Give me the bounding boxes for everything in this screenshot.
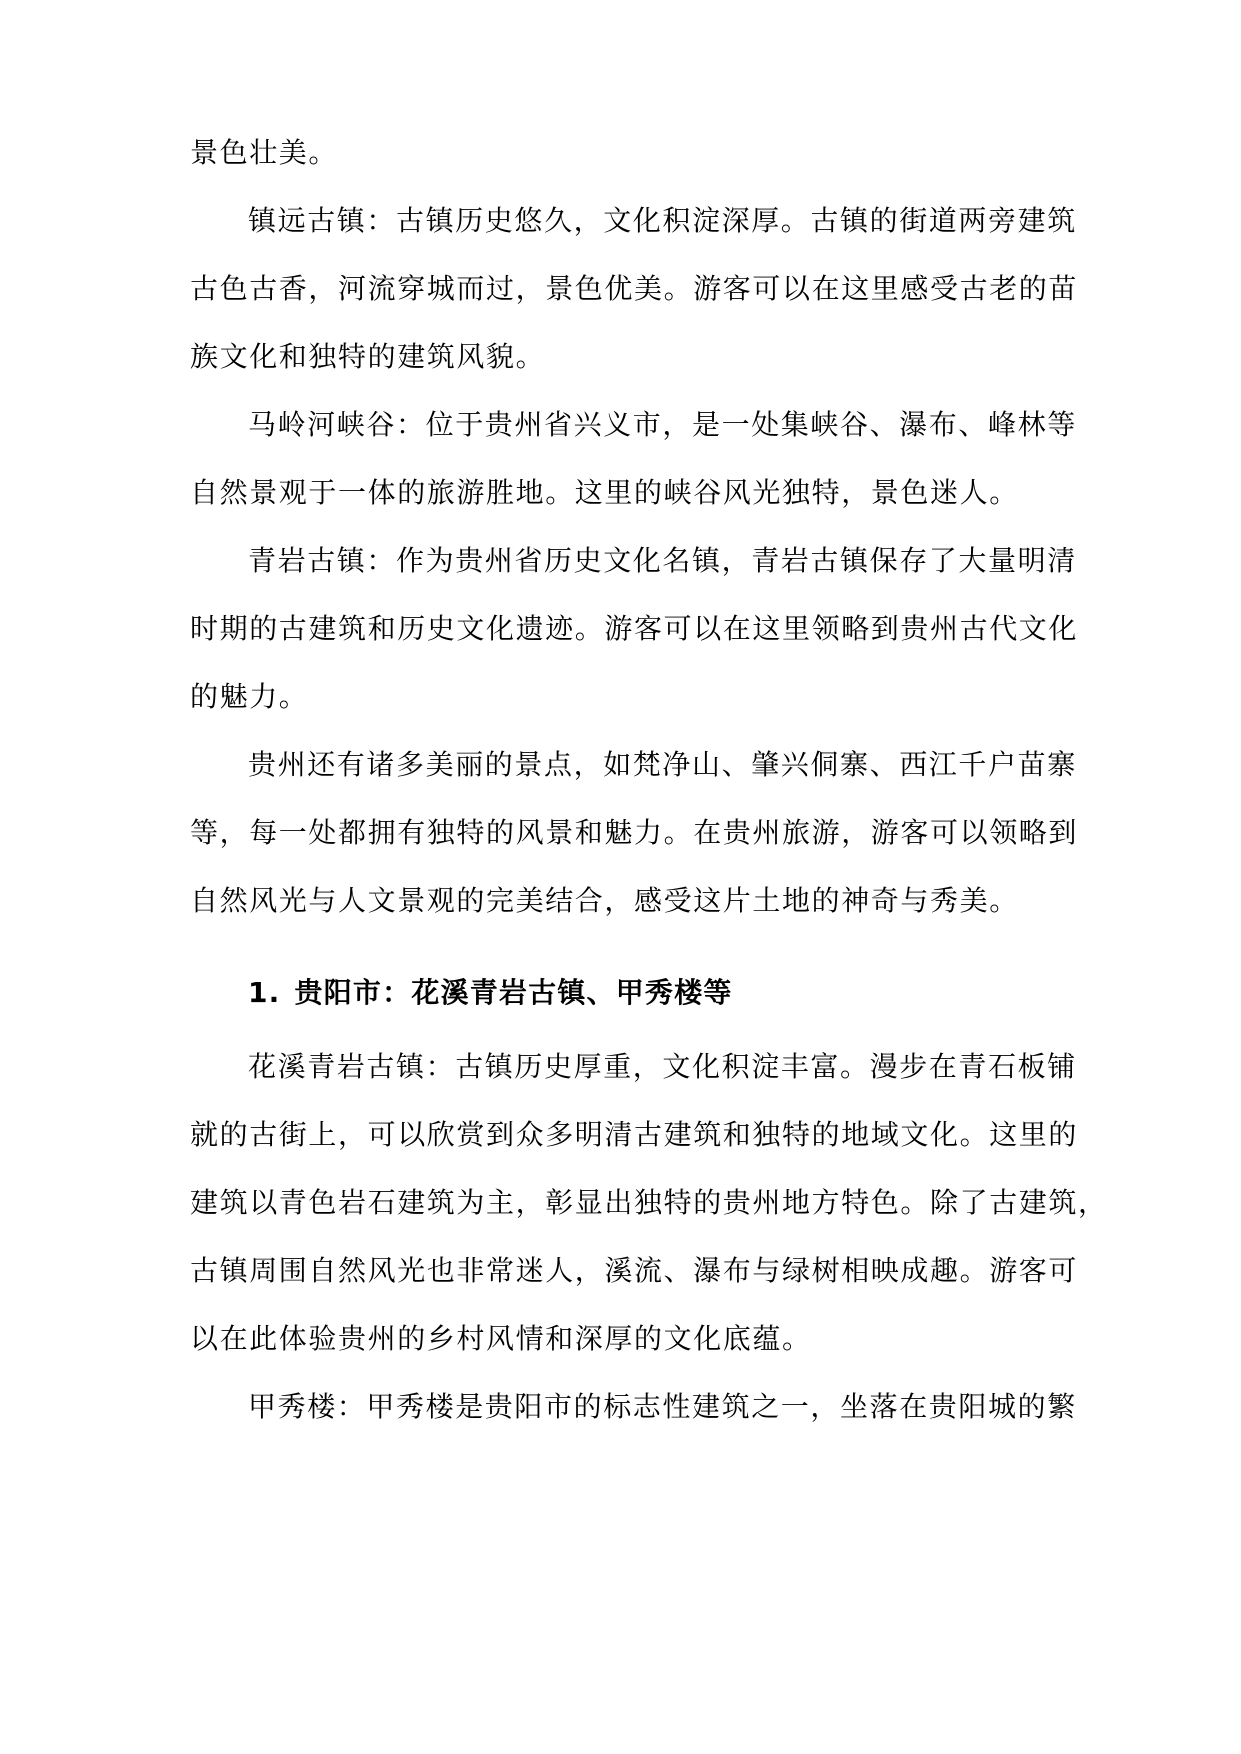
section-heading bbox=[190, 974, 733, 1012]
text-line: 甲秀楼：甲秀楼是贵阳市的标志性建筑之一，坐落在贵阳城的繁 bbox=[248, 1390, 1077, 1423]
text-line: 青岩古镇：作为贵州省历史文化名镇，青岩古镇保存了大量明清 bbox=[248, 544, 1077, 577]
text-line: 的魅力。 bbox=[190, 680, 309, 713]
text-line: 以在此体验贵州的乡村风情和深厚的文化底蕴。 bbox=[190, 1322, 812, 1355]
text-line: 花溪青岩古镇：古镇历史厚重，文化积淀丰富。漫步在青石板铺 bbox=[248, 1050, 1077, 1083]
text-line: 镇远古镇：古镇历史悠久，文化积淀深厚。古镇的街道两旁建筑 bbox=[248, 204, 1077, 237]
text-line: 自然风光与人文景观的完美结合，感受这片土地的神奇与秀美。 bbox=[190, 884, 1019, 917]
text-line: 古镇周围自然风光也非常迷人，溪流、瀑布与绿树相映成趣。游客可 bbox=[190, 1254, 1079, 1287]
text-line: 等，每一处都拥有独特的风景和魅力。在贵州旅游，游客可以领略到 bbox=[190, 816, 1079, 849]
text-line: 就的古街上，可以欣赏到众多明清古建筑和独特的地域文化。这里的 bbox=[190, 1118, 1079, 1151]
text-line: 族文化和独特的建筑风貌。 bbox=[190, 340, 546, 373]
heading-number: 1. bbox=[248, 976, 281, 1009]
text-line: 自然景观于一体的旅游胜地。这里的峡谷风光独特，景色迷人。 bbox=[190, 476, 1019, 509]
text-line: 古色古香，河流穿城而过，景色优美。游客可以在这里感受古老的苗 bbox=[190, 272, 1079, 305]
text-line: 贵州还有诸多美丽的景点，如梵净山、肇兴侗寨、西江千户苗寨 bbox=[248, 748, 1077, 781]
text-line: 建筑以青色岩石建筑为主，彰显出独特的贵州地方特色。除了古建筑， bbox=[190, 1186, 1108, 1219]
text-line: 马岭河峡谷：位于贵州省兴义市，是一处集峡谷、瀑布、峰林等 bbox=[248, 408, 1077, 441]
heading-text: 贵阳市：花溪青岩古镇、甲秀楼等 bbox=[294, 976, 733, 1009]
text-line: 时期的古建筑和历史文化遗迹。游客可以在这里领略到贵州古代文化 bbox=[190, 612, 1079, 645]
text-line: 景色壮美。 bbox=[190, 136, 339, 169]
